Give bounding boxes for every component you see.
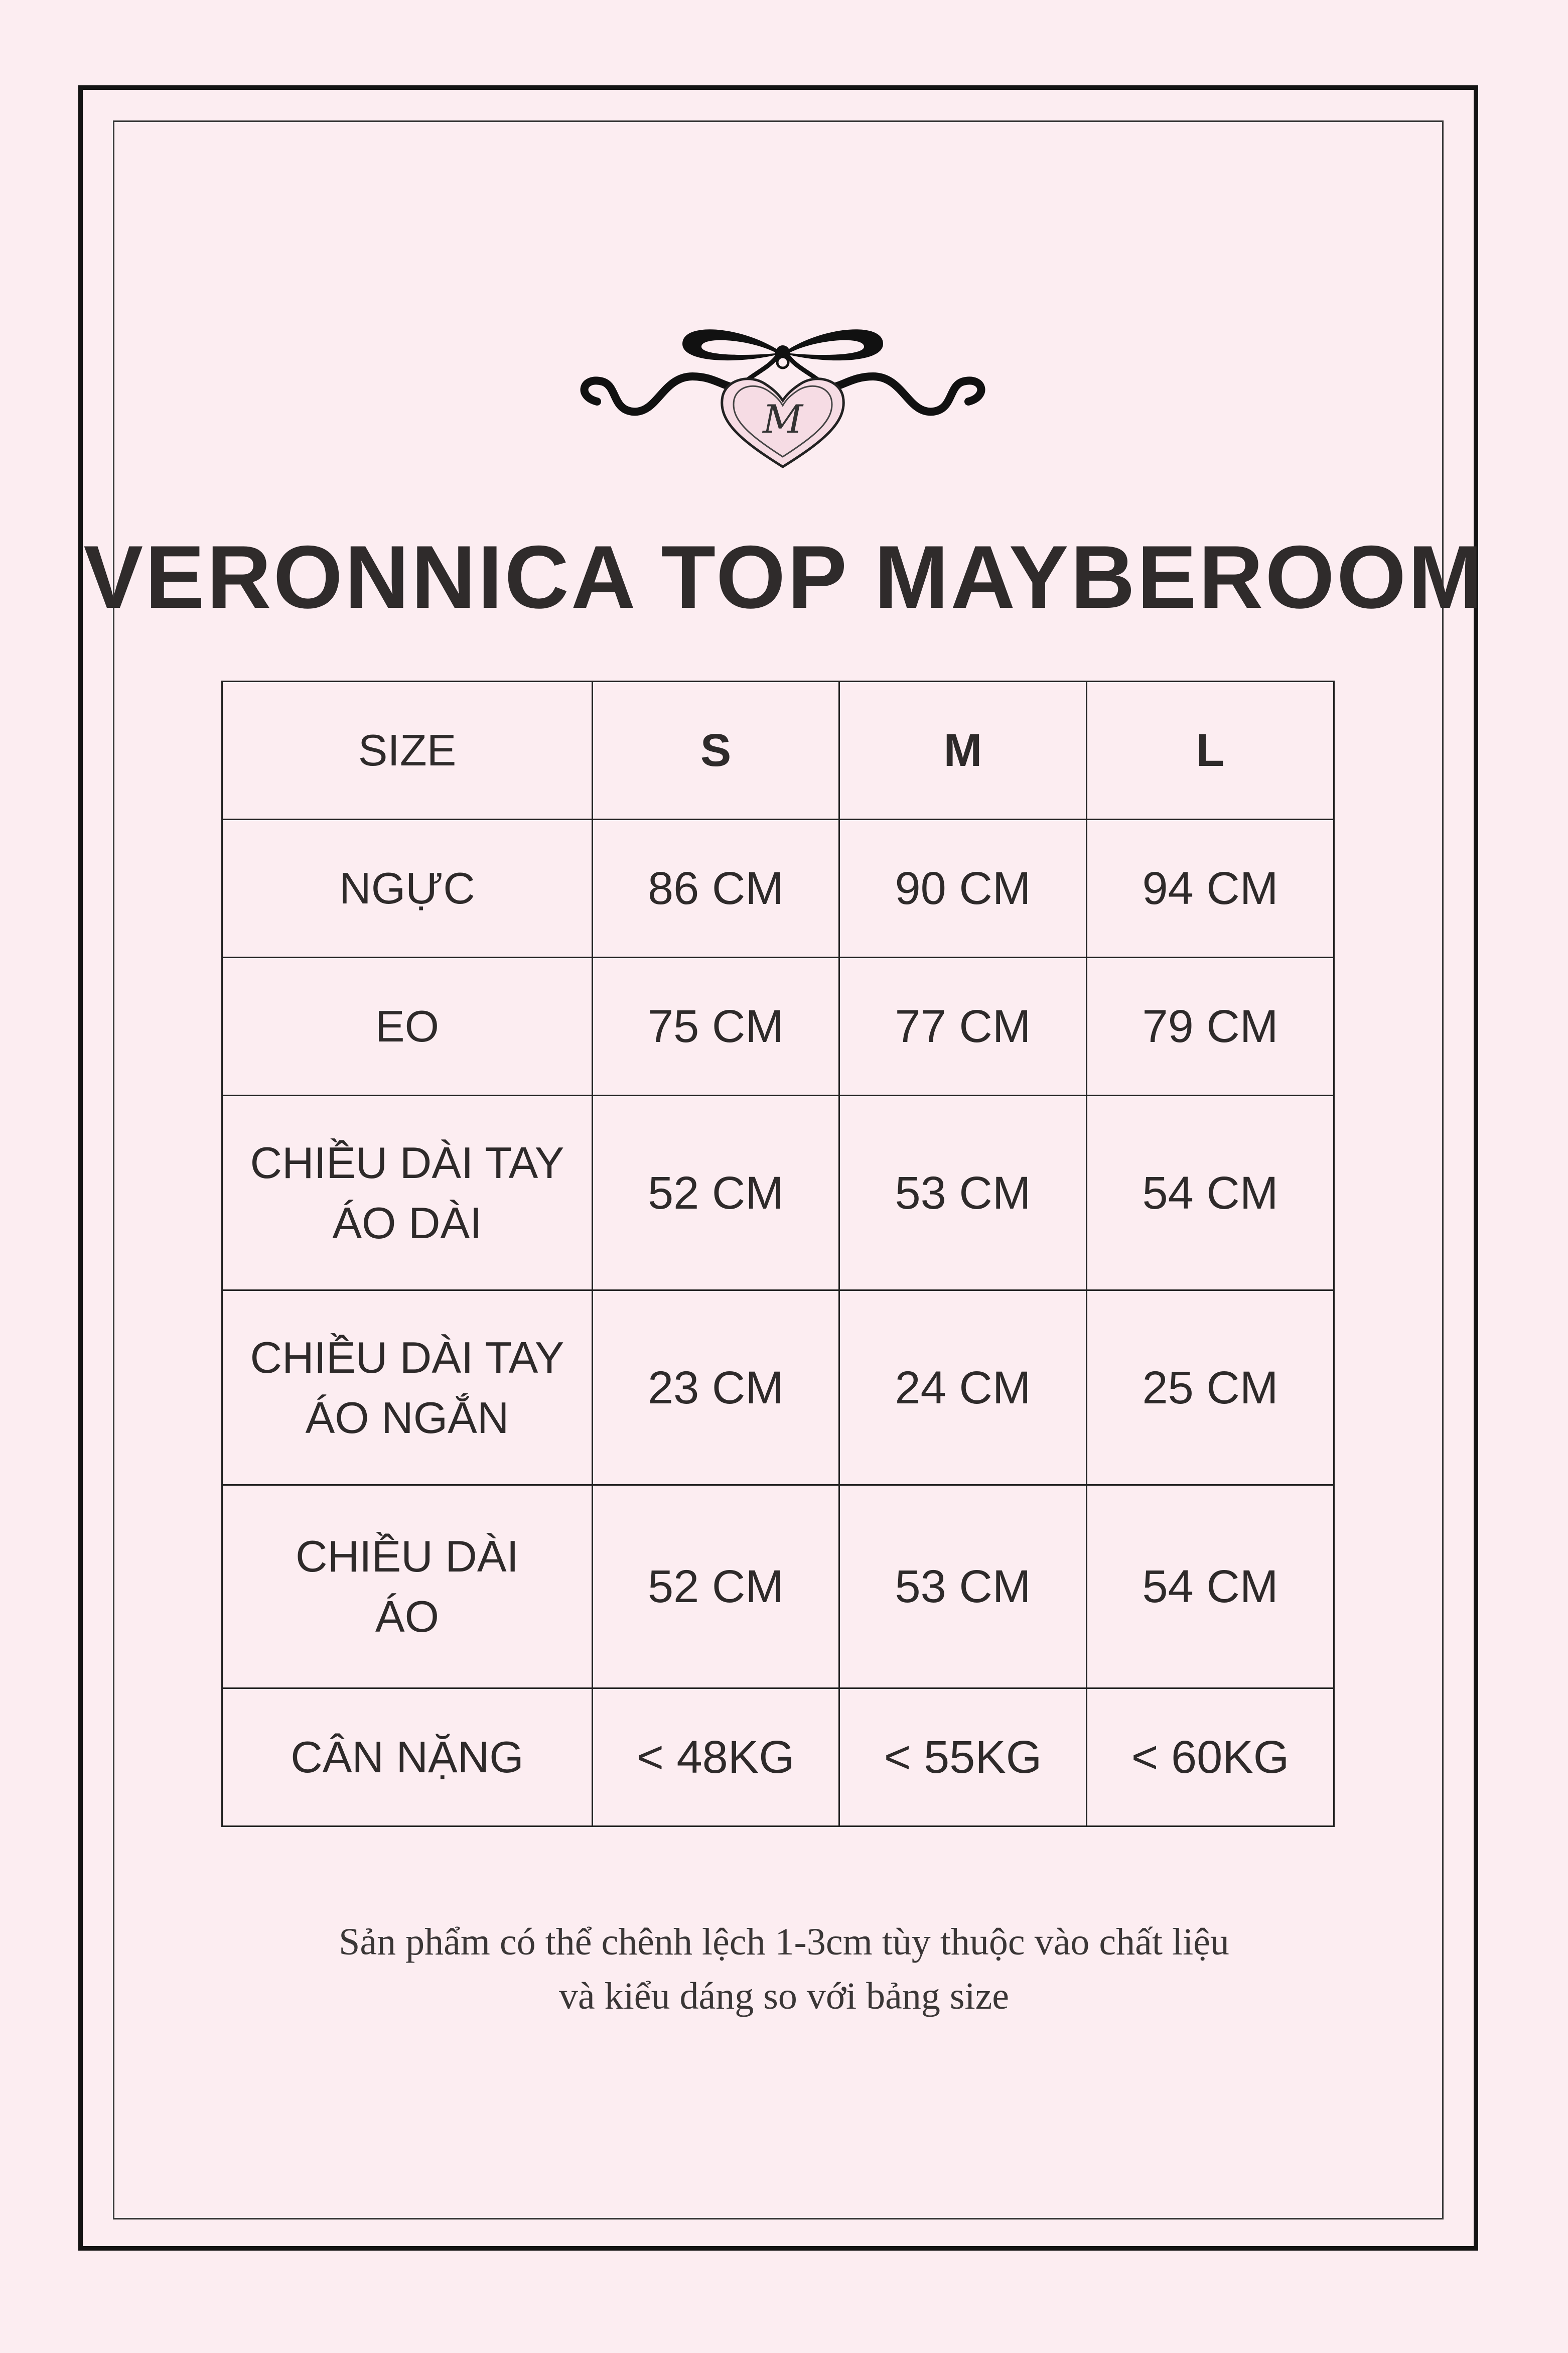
table-cell: < 60KG	[1087, 1688, 1334, 1826]
table-cell: 53 CM	[839, 1096, 1087, 1290]
row-label-chieu-dai-ao	[222, 1485, 593, 1688]
size-chart-table	[221, 681, 1335, 1827]
table-cell: 94 CM	[1087, 820, 1334, 958]
size-disclaimer-note	[201, 1915, 1367, 2023]
row-label-line: CHIỀU DÀI TAY	[250, 1137, 564, 1188]
row-label-line: ÁO	[375, 1592, 440, 1641]
table-row	[222, 958, 1334, 1096]
table-cell: 23 CM	[593, 1290, 839, 1485]
row-label-line: ÁO NGẮN	[305, 1392, 509, 1443]
table-cell: < 48KG	[593, 1688, 839, 1826]
table-cell: 54 CM	[1087, 1096, 1334, 1290]
note-line: Sản phẩm có thể chênh lệch 1-3cm tùy thuộc vào chất liệu	[339, 1921, 1229, 1963]
row-label-chieu-dai-tay-ao-dai	[222, 1096, 593, 1290]
size-l-header: L	[1087, 682, 1334, 820]
row-label-chieu-dai-tay-ao-ngan	[222, 1290, 593, 1485]
table-row	[222, 1485, 1334, 1688]
table-cell: 79 CM	[1087, 958, 1334, 1096]
row-label-nguc: NGỰC	[222, 820, 593, 958]
row-label-line: CHIỀU DÀI	[296, 1531, 519, 1581]
table-cell: 25 CM	[1087, 1290, 1334, 1485]
table-cell: 52 CM	[593, 1096, 839, 1290]
table-cell: 86 CM	[593, 820, 839, 958]
size-s-header: S	[593, 682, 839, 820]
table-cell: 53 CM	[839, 1485, 1087, 1688]
table-cell: 54 CM	[1087, 1485, 1334, 1688]
table-header-row	[222, 682, 1334, 820]
size-m-header: M	[839, 682, 1087, 820]
table-row	[222, 1290, 1334, 1485]
table-cell: 75 CM	[593, 958, 839, 1096]
table-cell: 52 CM	[593, 1485, 839, 1688]
svg-text:M: M	[763, 397, 803, 442]
note-line: và kiểu dáng so với bảng size	[558, 1975, 1010, 2017]
table-cell: 90 CM	[839, 820, 1087, 958]
table-cell: 77 CM	[839, 958, 1087, 1096]
size-label-cell: SIZE	[222, 682, 593, 820]
table-row	[222, 1096, 1334, 1290]
row-label-line: CHIỀU DÀI TAY	[250, 1332, 564, 1382]
row-label-eo: EO	[222, 958, 593, 1096]
table-cell: < 55KG	[839, 1688, 1087, 1826]
table-row	[222, 820, 1334, 958]
bow-heart-logo-icon	[577, 321, 988, 477]
row-label-line: ÁO DÀI	[332, 1198, 482, 1248]
page-title: VERONNICA TOP MAYBEROOM	[83, 527, 1485, 627]
table-cell: 24 CM	[839, 1290, 1087, 1485]
table-row	[222, 1688, 1334, 1826]
row-label-can-nang: CÂN NẶNG	[222, 1688, 593, 1826]
